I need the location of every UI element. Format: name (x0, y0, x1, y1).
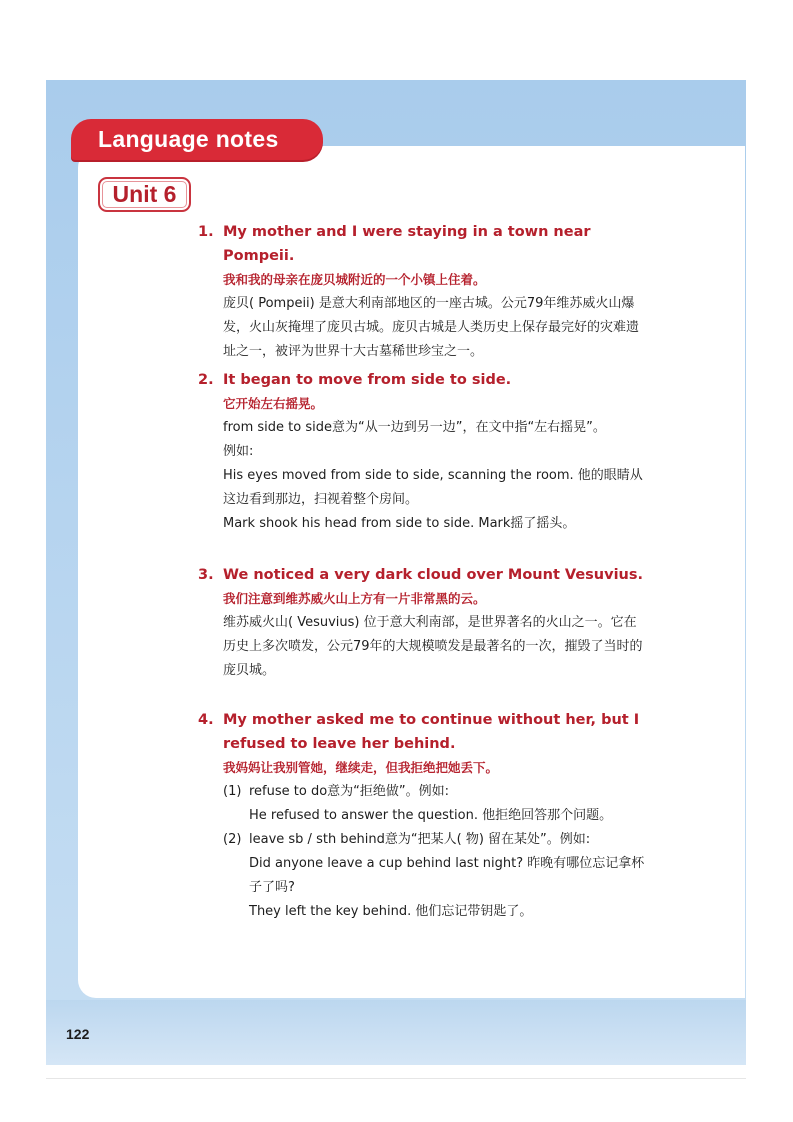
note-title-zh: 我和我的母亲在庞贝城附近的一个小镇上住着。 (223, 272, 486, 287)
bottom-band (46, 1000, 746, 1065)
note-title-zh: 我们注意到维苏威火山上方有一片非常黑的云。 (223, 591, 486, 606)
note-example: His eyes moved from side to side, scanning the room. 他的眼睛从这边看到那边，扫视着整个房间。 (223, 468, 643, 507)
page-rule (46, 1078, 746, 1079)
note-number: 1. (198, 224, 214, 240)
note-2 (198, 368, 648, 536)
note-number: 4. (198, 712, 214, 728)
page-number: 122 (66, 1026, 90, 1042)
note-paragraph: 庞贝( Pompeii) 是意大利南部地区的一座古城。公元79年维苏威火山爆发，火山灰掩埋了庞贝古城。庞贝古城是人类历史上保存最完好的灾难遗址之一，被评为世界十大古墓稀世珍宝之一。 (223, 296, 640, 359)
note-paragraph: from side to side意为“从一边到另一边”，在文中指“左右摇晃”。 (223, 420, 606, 435)
note-1 (198, 220, 648, 364)
subpoint-example: Did anyone leave a cup behind last night? 昨晚有哪位忘记拿杯子了吗? (249, 856, 645, 895)
note-title-en: My mother asked me to continue without her, but I refused to leave her behind. (223, 712, 640, 752)
note-paragraph: 维苏威火山( Vesuvius) 位于意大利南部，是世界著名的火山之一。它在历史上多次喷发，公元79年的大规模喷发是最著名的一次，摧毁了当时的庞贝城。 (223, 615, 643, 678)
note-3 (198, 563, 648, 683)
note-number: 3. (198, 567, 214, 583)
note-title-en: My mother and I were staying in a town near Pompeii. (223, 224, 591, 264)
note-number: 2. (198, 372, 214, 388)
subpoint-text: refuse to do意为“拒绝做”。例如: (249, 784, 450, 799)
note-example-label: 例如: (223, 444, 254, 459)
subpoint-example: He refused to answer the question. 他拒绝回答那个问题。 (249, 808, 613, 823)
note-title-en: We noticed a very dark cloud over Mount Vesuvius. (223, 567, 644, 583)
note-4 (198, 708, 648, 924)
subpoint-label: (1) (223, 784, 242, 799)
subpoint-text: leave sb / sth behind意为“把某人( 物) 留在某处”。例如: (249, 832, 591, 847)
unit-badge: Unit 6 (98, 177, 191, 212)
note-title-zh: 它开始左右摇晃。 (223, 396, 324, 411)
subpoint-2 (223, 828, 648, 924)
subpoint-example: They left the key behind. 他们忘记带钥匙了。 (249, 904, 533, 919)
subpoint-1 (223, 780, 648, 828)
language-notes-banner: Language notes (71, 119, 323, 160)
note-example: Mark shook his head from side to side. Mark摇了摇头。 (223, 516, 576, 531)
subpoint-label: (2) (223, 832, 242, 847)
note-title-en: It began to move from side to side. (223, 372, 512, 388)
note-title-zh: 我妈妈让我别管她，继续走，但我拒绝把她丢下。 (223, 760, 499, 775)
